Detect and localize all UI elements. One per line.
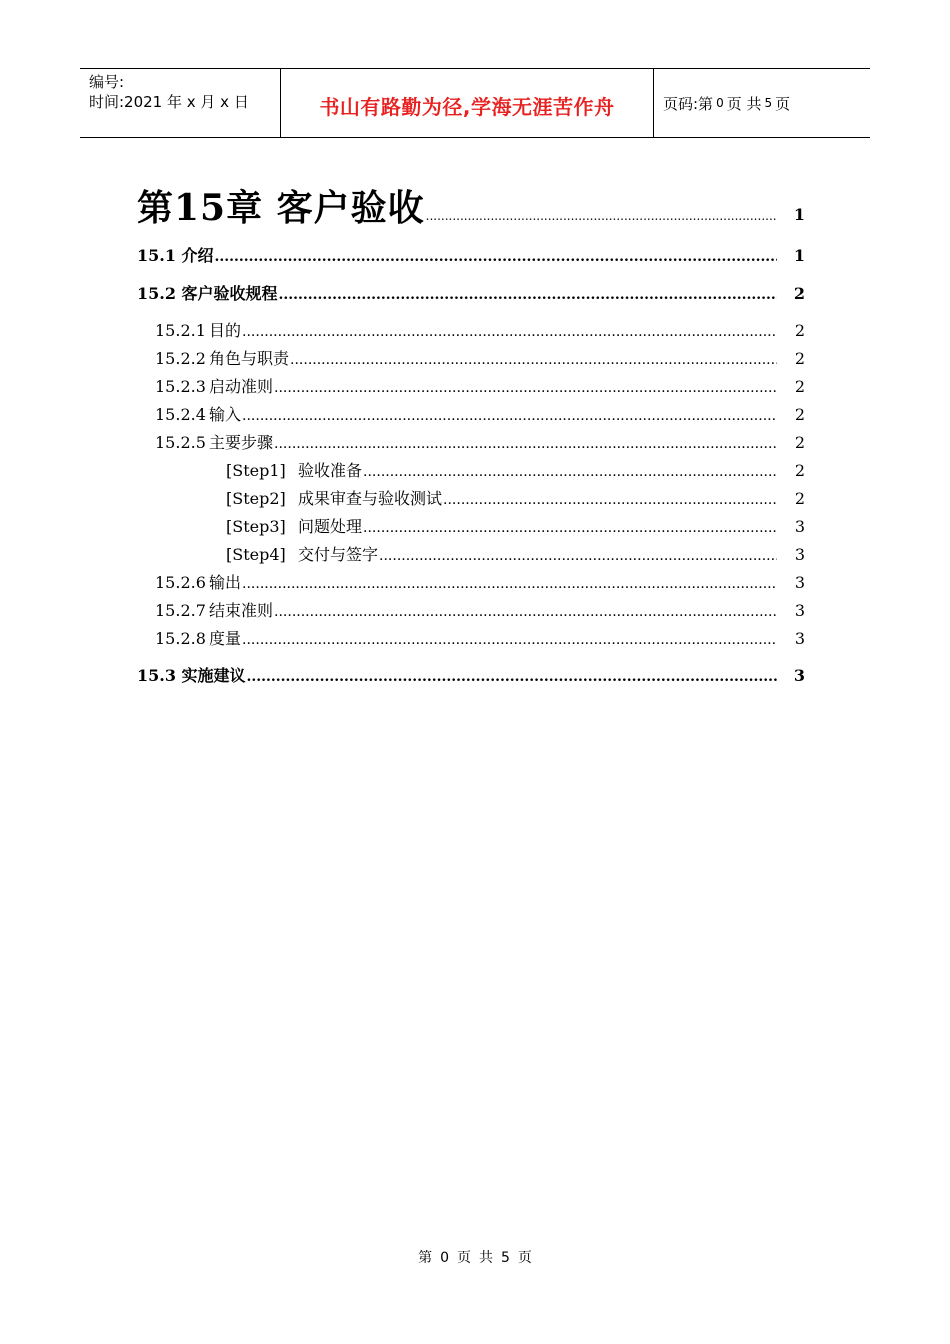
toc-subsection-entry[interactable] (155, 430, 805, 453)
toc-step-entry[interactable] (226, 486, 805, 509)
toc-page-number: 2 (794, 489, 805, 508)
page-prefix: 页码:第 (663, 94, 714, 113)
toc-step-entry[interactable] (226, 458, 805, 481)
toc-page-number: 3 (794, 517, 805, 536)
toc-section-title: 15.2 客户验收规程 (137, 284, 278, 303)
toc-subsection-entry[interactable] (155, 318, 805, 341)
toc-page-number: 2 (793, 284, 805, 303)
toc-section-entry[interactable] (137, 243, 805, 266)
toc-leader (215, 249, 777, 265)
page-current: 0 (716, 96, 724, 110)
footer-suffix: 页 (517, 1250, 532, 1266)
toc-step-title: 成果审查与验收测试 (298, 489, 443, 508)
motto-cell (281, 69, 654, 137)
page-info-cell (654, 69, 870, 137)
footer-prefix: 第 (418, 1250, 433, 1266)
toc-subsection-title: 主要步骤 (209, 433, 274, 452)
toc-subsection-entry[interactable] (155, 346, 805, 369)
toc-leader (363, 520, 777, 536)
toc-subsection-title: 启动准则 (209, 377, 274, 396)
toc-page-number: 2 (794, 321, 805, 340)
toc-step-number: [Step4] (226, 545, 286, 564)
toc-leader (274, 436, 777, 452)
page-suffix: 页 (775, 94, 791, 113)
page-mid: 页 共 (726, 94, 762, 113)
footer-current: 0 (440, 1250, 449, 1266)
page-total: 5 (764, 96, 773, 110)
toc-leader (279, 287, 777, 303)
footer-mid1: 页 (457, 1250, 471, 1266)
toc-step-entry[interactable] (226, 542, 805, 565)
toc-page-number: 1 (793, 246, 805, 265)
toc-page-number: 3 (794, 629, 805, 648)
toc-leader (247, 669, 777, 685)
toc-step-title: 验收准备 (298, 461, 363, 480)
toc-subsection-title: 输出 (209, 573, 242, 592)
date-label: 时间:2021 年 x 月 x 日 (89, 93, 249, 111)
toc-subsection-entry[interactable] (155, 570, 805, 593)
toc-subsection-number: 15.2.4 (155, 405, 206, 424)
toc-leader (290, 352, 777, 368)
toc-step-number: [Step1] (226, 461, 286, 480)
toc-page-number: 2 (794, 433, 805, 452)
toc-leader (242, 632, 777, 648)
toc-subsection-entry[interactable] (155, 598, 805, 621)
footer-mid2: 共 (479, 1250, 493, 1266)
toc-leader (274, 380, 777, 396)
toc-leader (379, 548, 777, 564)
toc-subsection-title: 目的 (209, 321, 242, 340)
toc-page-number: 3 (794, 545, 805, 564)
toc-subsection-entry[interactable] (155, 626, 805, 649)
toc-step-number: [Step3] (226, 517, 286, 536)
toc-subsection-number: 15.2.3 (155, 377, 206, 396)
toc-page-number: 2 (794, 461, 805, 480)
toc-subsection-number: 15.2.8 (155, 629, 206, 648)
toc-section-title: 15.3 实施建议 (137, 666, 246, 685)
toc-page-number: 1 (793, 205, 805, 224)
toc-subsection-title: 角色与职责 (209, 349, 290, 368)
toc-page-number: 3 (794, 601, 805, 620)
motto-text: 书山有路勤为径,学海无涯苦作舟 (319, 94, 615, 119)
toc-chapter-title: 第15章 客户验收 (137, 187, 425, 229)
toc-leader (426, 209, 777, 223)
toc-chapter-entry[interactable] (137, 180, 805, 231)
toc-page-number: 3 (793, 666, 805, 685)
toc-leader (242, 408, 777, 424)
toc-subsection-number: 15.2.1 (155, 321, 206, 340)
toc-leader (242, 576, 777, 592)
toc-section-title: 15.1 介绍 (137, 246, 214, 265)
toc-page-number: 2 (794, 349, 805, 368)
toc-subsection-title: 度量 (209, 629, 242, 648)
toc-page-number: 3 (794, 573, 805, 592)
toc-leader (242, 324, 777, 340)
document-header (80, 68, 870, 138)
toc-leader (274, 604, 777, 620)
toc-section-entry[interactable] (137, 281, 805, 304)
page-footer (0, 1247, 950, 1267)
footer-total: 5 (501, 1250, 510, 1266)
code-label: 编号: (89, 73, 125, 91)
toc-step-title: 问题处理 (298, 517, 363, 536)
toc-section-entry[interactable] (137, 663, 805, 686)
toc-leader (443, 492, 777, 508)
toc-page-number: 2 (794, 405, 805, 424)
header-meta-cell (80, 69, 281, 137)
toc-subsection-number: 15.2.5 (155, 433, 206, 452)
toc-subsection-title: 输入 (209, 405, 242, 424)
toc-subsection-number: 15.2.7 (155, 601, 206, 620)
toc-page-number: 2 (794, 377, 805, 396)
toc-subsection-title: 结束准则 (209, 601, 274, 620)
toc-subsection-entry[interactable] (155, 402, 805, 425)
toc-subsection-entry[interactable] (155, 374, 805, 397)
toc-subsection-number: 15.2.2 (155, 349, 206, 368)
toc-step-number: [Step2] (226, 489, 286, 508)
toc-step-entry[interactable] (226, 514, 805, 537)
toc-step-title: 交付与签字 (298, 545, 379, 564)
toc-leader (363, 464, 777, 480)
toc-subsection-number: 15.2.6 (155, 573, 206, 592)
